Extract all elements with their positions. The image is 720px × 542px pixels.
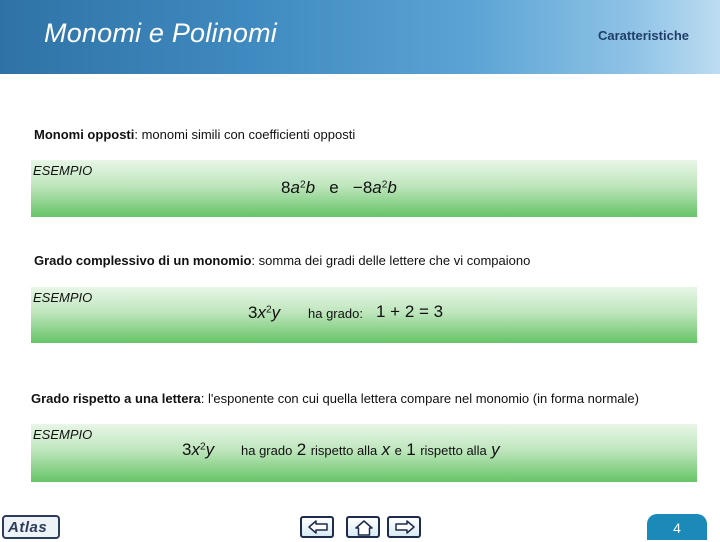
page-title: Monomi e Polinomi xyxy=(44,18,277,48)
monomial-1-var-a: a xyxy=(290,178,300,197)
example-label-2: ESEMPIO xyxy=(33,290,93,305)
coefficient: 3 xyxy=(182,440,192,459)
definition-3-text: : l'esponente con cui quella lettera compare nel monomio (in forma normale) xyxy=(200,391,639,406)
exponent: 2 xyxy=(265,304,272,316)
var-x: x xyxy=(257,303,266,322)
var-x: x xyxy=(191,440,200,459)
forward-button[interactable] xyxy=(387,516,421,538)
monomial-2-var-a: a xyxy=(372,178,382,197)
var-y: y xyxy=(271,303,281,322)
example-2-phrase: ha grado: xyxy=(308,306,363,321)
monomial-1-var-b: b xyxy=(305,178,316,197)
definition-3-term: Grado rispetto a una lettera xyxy=(31,391,201,406)
definition-2 xyxy=(34,253,530,268)
definition-1 xyxy=(34,127,355,142)
example-band-3 xyxy=(31,424,697,482)
definition-2-text: : somma dei gradi delle lettere che vi compaiono xyxy=(251,253,531,268)
home-icon xyxy=(354,520,374,536)
monomial-2-exponent: 2 xyxy=(381,179,388,191)
back-button[interactable] xyxy=(300,516,334,538)
definition-3 xyxy=(31,391,639,406)
letter-x: x xyxy=(381,440,391,459)
home-button[interactable] xyxy=(346,516,380,538)
example-band-1 xyxy=(31,160,697,217)
section-title: Caratteristiche xyxy=(597,28,689,43)
page-number: 4 xyxy=(647,514,707,540)
monomial-2-coefficient: −8 xyxy=(352,178,373,197)
publisher-logo xyxy=(2,515,60,539)
var-y: y xyxy=(205,440,215,459)
monomial-1-coefficient: 8 xyxy=(281,178,291,197)
example-1-expression xyxy=(281,178,397,198)
example-2-monomial xyxy=(248,303,280,323)
exponent: 2 xyxy=(199,441,206,453)
header-bar xyxy=(0,0,720,74)
definition-1-term: Monomi opposti xyxy=(34,127,135,142)
example-3-monomial xyxy=(182,440,214,460)
monomial-2-var-b: b xyxy=(387,178,397,197)
monomial-1-exponent: 2 xyxy=(299,179,306,191)
conjunction: e xyxy=(329,178,339,197)
phrase-rispetto-2: rispetto alla xyxy=(420,443,487,458)
back-arrow-icon xyxy=(308,520,328,534)
definition-2-term: Grado complessivo di un monomio xyxy=(34,253,252,268)
example-3-sentence xyxy=(241,440,500,460)
phrase-ha-grado: ha grado xyxy=(241,443,293,458)
example-label-1: ESEMPIO xyxy=(33,163,93,178)
phrase-rispetto-1: rispetto alla xyxy=(310,443,378,458)
letter-y: y xyxy=(491,440,500,459)
example-band-2 xyxy=(31,287,697,343)
example-2-formula: 1 + 2 = 3 xyxy=(376,302,444,321)
coefficient: 3 xyxy=(248,303,258,322)
degree-y: 1 xyxy=(406,440,416,459)
phrase-e: e xyxy=(394,443,402,458)
example-label-3: ESEMPIO xyxy=(33,427,93,442)
degree-x: 2 xyxy=(296,440,307,459)
logo-text: Atlas xyxy=(8,519,48,536)
definition-1-text: : monomi simili con coefficienti opposti xyxy=(134,127,356,142)
forward-arrow-icon xyxy=(395,520,415,534)
